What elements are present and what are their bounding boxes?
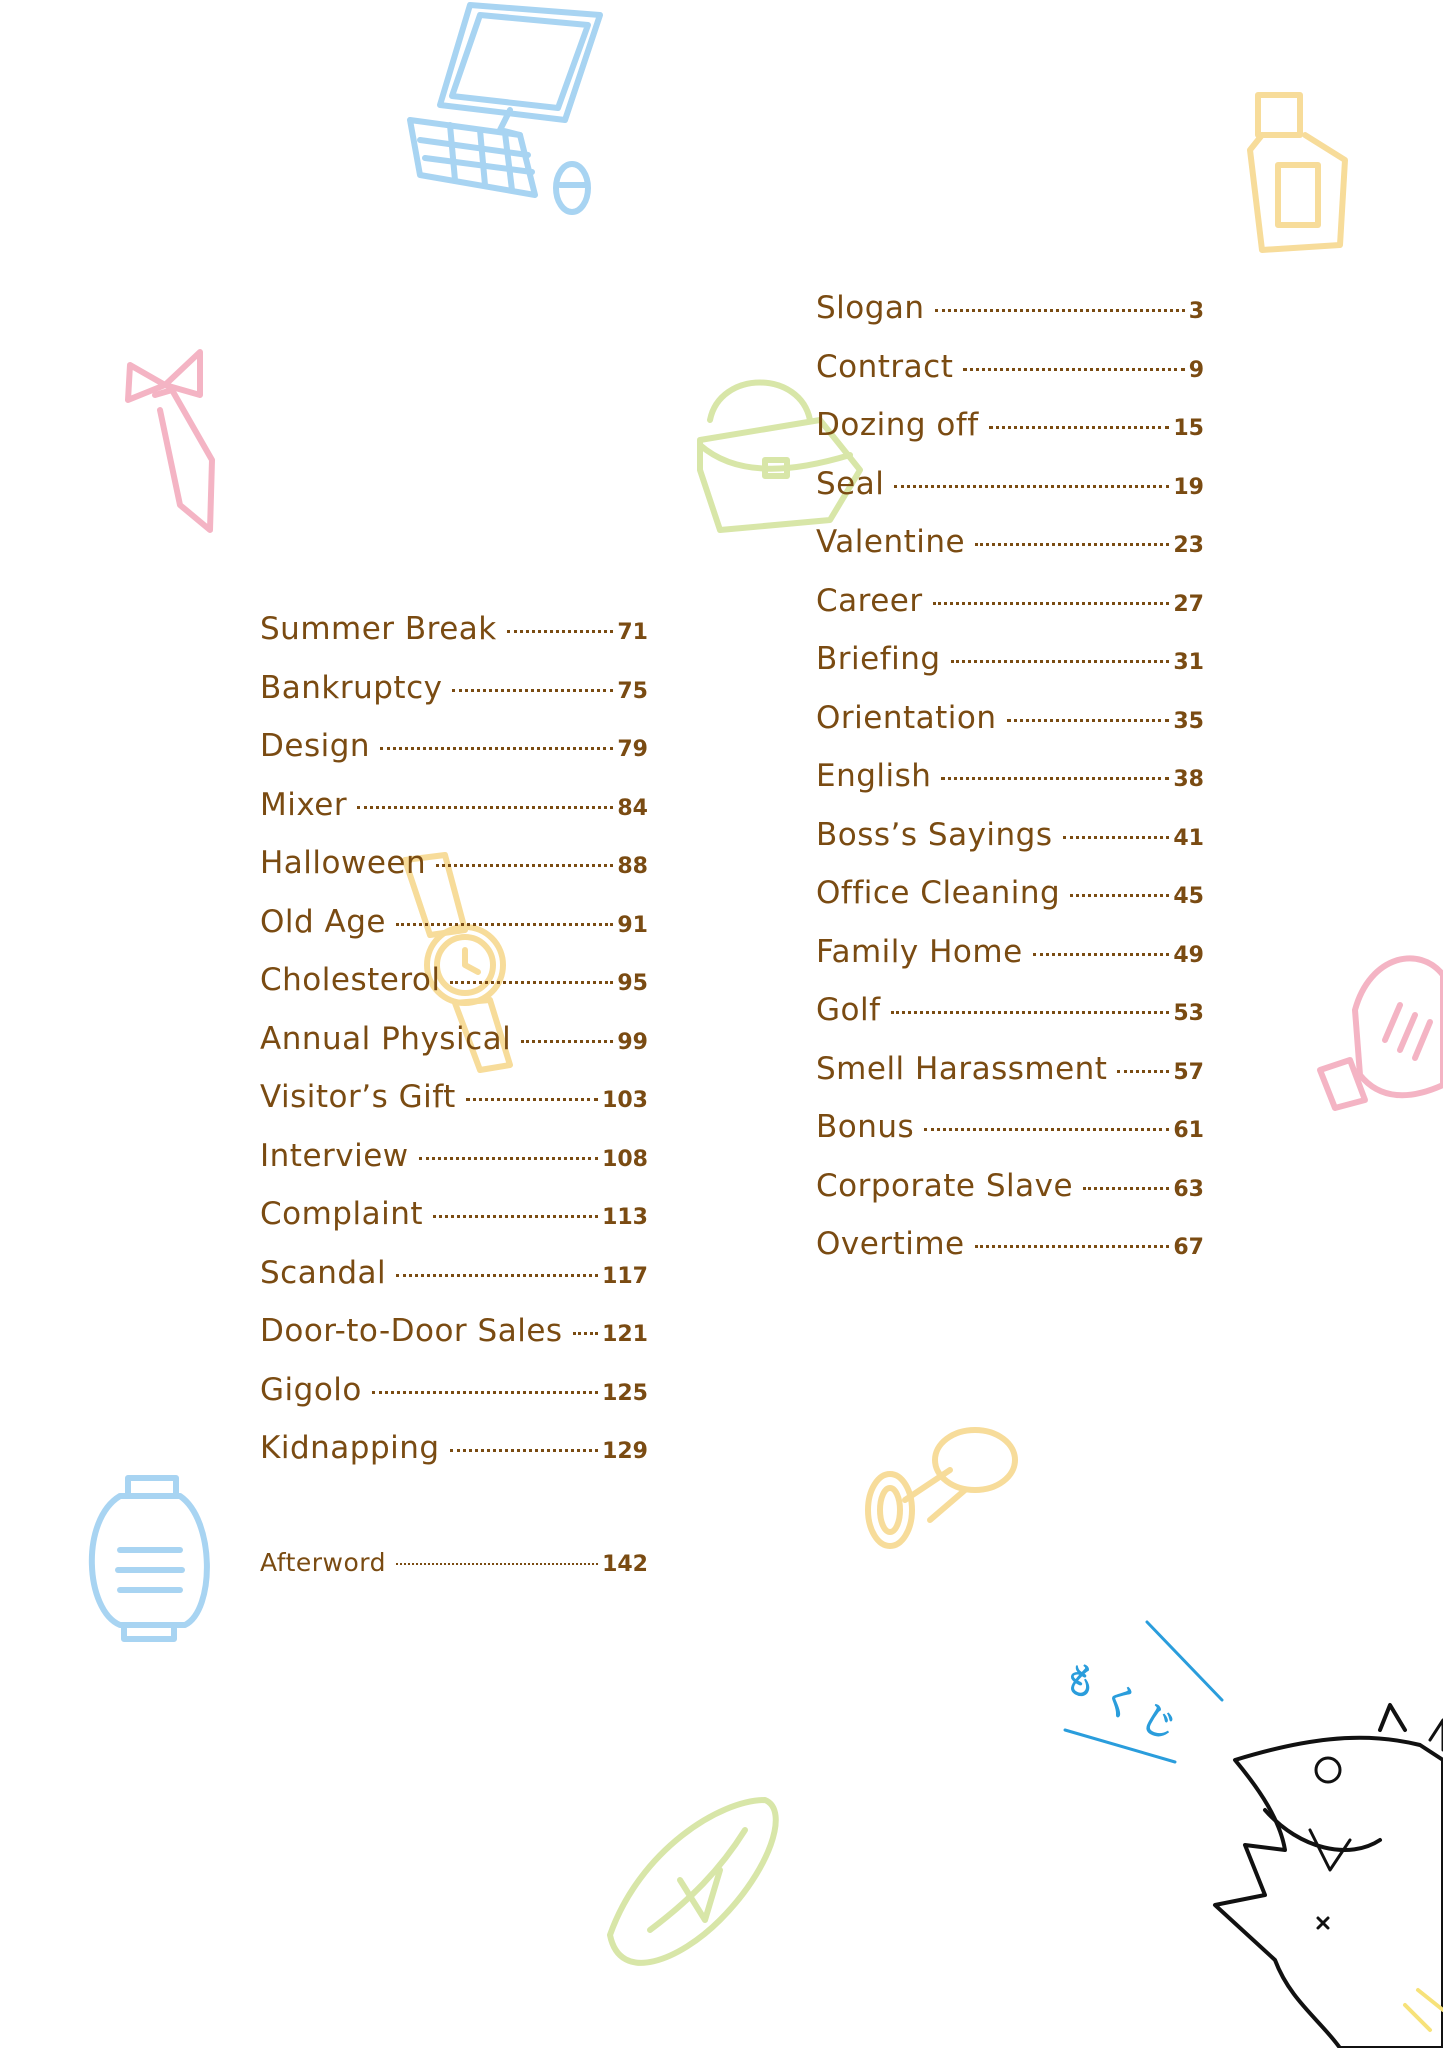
toc-leader-dots	[452, 689, 613, 692]
stamp-doodle-icon	[868, 1430, 1015, 1546]
toc-leader-dots	[1033, 953, 1170, 956]
toc-entry-page: 35	[1173, 708, 1204, 734]
toc-entry[interactable]	[816, 641, 1204, 700]
toc-leader-dots	[396, 1563, 598, 1565]
toc-entry-title: Boss’s Sayings	[816, 816, 1053, 853]
toc-entry[interactable]	[816, 466, 1204, 525]
lantern-doodle-icon	[92, 1478, 207, 1639]
toc-leader-dots	[975, 543, 1169, 546]
computer-doodle-icon	[410, 5, 600, 212]
toc-entry-title: Office Cleaning	[816, 875, 1061, 911]
toc-entry-page: 49	[1173, 942, 1204, 968]
toc-entry[interactable]	[816, 349, 1204, 408]
toc-entry[interactable]	[816, 817, 1204, 876]
toc-entry-title: Golf	[816, 992, 881, 1028]
toc-entry[interactable]	[260, 845, 648, 904]
toc-entry-page: 15	[1173, 416, 1204, 441]
tie-doodle-icon	[128, 352, 212, 530]
toc-entry-title: Briefing	[816, 641, 941, 677]
toc-entry-title: Corporate Slave	[816, 1167, 1074, 1204]
toc-entry[interactable]	[816, 758, 1204, 817]
toc-entry[interactable]	[816, 290, 1204, 349]
toc-entry-page: 57	[1173, 1059, 1204, 1085]
toc-entry-title: Visitor’s Gift	[260, 1079, 456, 1115]
glove-doodle-icon	[1320, 958, 1443, 1108]
toc-leader-dots	[891, 1011, 1170, 1014]
toc-leader-dots	[466, 1098, 598, 1101]
toc-leader-dots	[941, 777, 1169, 780]
toc-entry-title: Annual Physical	[260, 1020, 512, 1057]
toc-leader-dots	[573, 1332, 599, 1335]
toc-entry-page: 125	[602, 1380, 648, 1406]
toc-entry-title: Gigolo	[260, 1371, 362, 1408]
toc-leader-dots	[975, 1245, 1170, 1248]
toc-entry-title: Bankruptcy	[260, 669, 443, 706]
toc-leader-dots	[380, 747, 613, 750]
toc-entry-title: Scandal	[260, 1254, 387, 1291]
toc-entry[interactable]	[816, 700, 1204, 759]
toc-entry-page: 41	[1173, 825, 1204, 851]
toc-entry-page: 91	[617, 912, 648, 938]
toc-entry-title: Bonus	[816, 1109, 915, 1145]
toc-entry-title: Career	[816, 582, 923, 619]
toc-entry[interactable]	[260, 904, 648, 963]
toc-entry-title: Slogan	[816, 290, 925, 326]
toc-leader-dots	[924, 1128, 1169, 1131]
toc-entry-title: Overtime	[816, 1226, 965, 1262]
toc-leader-dots	[396, 923, 613, 926]
toc-entry-page: 23	[1173, 533, 1204, 558]
toc-leader-dots	[933, 602, 1170, 605]
toc-entry-title: Orientation	[816, 699, 997, 736]
toc-heading: もくじ	[1054, 1655, 1191, 1754]
toc-leader-dots	[419, 1157, 598, 1160]
toc-entry[interactable]	[260, 1430, 648, 1489]
toc-entry-page: 79	[617, 737, 648, 762]
toc-entry-page: 9	[1188, 357, 1204, 383]
toc-afterword-entry[interactable]	[260, 1548, 648, 1588]
toc-entry-title: Summer Break	[260, 611, 497, 647]
toc-entry-page: 3	[1188, 299, 1204, 324]
toc-entry[interactable]	[816, 934, 1204, 993]
toc-leader-dots	[396, 1274, 598, 1277]
toc-entry-title: Mixer	[260, 786, 348, 823]
toc-entry-page: 71	[617, 620, 648, 645]
toc-entry-title: Seal	[816, 465, 885, 502]
toc-entry[interactable]	[260, 1021, 648, 1080]
toc-entry-page: 88	[617, 854, 648, 879]
toc-leader-dots	[357, 806, 613, 809]
toc-entry-title: Old Age	[260, 903, 387, 940]
toc-leader-dots	[433, 1215, 598, 1218]
toc-entry-title: Interview	[260, 1137, 409, 1174]
toc-entry-page: 113	[602, 1205, 648, 1230]
toc-entry[interactable]	[260, 670, 648, 729]
toc-entry-page: 31	[1173, 650, 1204, 675]
toc-leader-dots	[1007, 719, 1170, 722]
toc-entry-page: 121	[602, 1322, 648, 1347]
toc-entry-title: Family Home	[816, 933, 1023, 970]
toc-leader-dots	[1083, 1187, 1169, 1190]
toc-entry-page: 99	[617, 1029, 648, 1055]
toc-entry-page: 142	[602, 1552, 648, 1577]
toc-entry-page: 95	[617, 971, 648, 996]
toc-entry[interactable]	[816, 1168, 1204, 1227]
toc-entry-title: Dozing off	[816, 407, 979, 443]
toc-leader-dots	[507, 630, 614, 633]
toc-entry-page: 129	[602, 1439, 648, 1464]
toc-entry[interactable]	[260, 787, 648, 846]
toc-leader-dots	[894, 485, 1169, 488]
toc-entry-page: 117	[602, 1263, 648, 1289]
toc-leader-dots	[1117, 1070, 1169, 1073]
toc-entry-title: Kidnapping	[260, 1430, 440, 1466]
toc-leader-dots	[436, 864, 613, 867]
toc-leader-dots	[989, 426, 1170, 429]
toc-entry[interactable]	[816, 992, 1204, 1051]
toc-entry-title: Complaint	[260, 1196, 424, 1232]
toc-entry[interactable]	[816, 407, 1204, 466]
toc-entry[interactable]	[260, 1255, 648, 1314]
toc-entry-page: 61	[1173, 1118, 1204, 1143]
toc-entry[interactable]	[816, 1109, 1204, 1168]
toc-entry-page: 27	[1173, 591, 1204, 617]
toc-leader-dots	[450, 981, 613, 984]
toc-entry-title: Design	[260, 728, 371, 764]
toc-right-column	[816, 290, 1204, 1285]
toc-entry[interactable]	[260, 611, 648, 670]
toc-entry[interactable]	[816, 1226, 1204, 1285]
toc-entry[interactable]	[816, 524, 1204, 583]
toc-entry[interactable]	[816, 583, 1204, 642]
toc-leader-dots	[1070, 894, 1169, 897]
toc-leader-dots	[951, 660, 1170, 663]
toc-leader-dots	[935, 309, 1185, 312]
toc-leader-dots	[372, 1391, 598, 1394]
toc-entry-title: Valentine	[816, 524, 966, 560]
toc-entry-page: 108	[602, 1146, 648, 1172]
toc-entry-page: 84	[617, 795, 648, 821]
toc-entry-title: Cholesterol	[260, 962, 441, 998]
toc-leader-dots	[521, 1040, 613, 1043]
toc-leader-dots	[1063, 836, 1170, 839]
toc-left-column	[260, 611, 648, 1489]
raccoon-mascot-icon	[1215, 1705, 1443, 2048]
toc-entry-page: 67	[1173, 1235, 1204, 1260]
toc-leader-dots	[450, 1449, 599, 1452]
sandal-doodle-icon	[610, 1800, 776, 1963]
toc-entry[interactable]	[816, 875, 1204, 934]
toc-entry[interactable]	[260, 1138, 648, 1197]
toc-entry[interactable]	[260, 1372, 648, 1431]
toc-entry-page: 38	[1173, 767, 1204, 792]
toc-entry-page: 75	[617, 678, 648, 704]
toc-entry[interactable]	[260, 1196, 648, 1255]
toc-entry-title: Halloween	[260, 845, 427, 881]
toc-leader-dots	[963, 368, 1184, 371]
toc-entry-page: 63	[1173, 1176, 1204, 1202]
toc-entry[interactable]	[260, 1079, 648, 1138]
bottle-doodle-icon	[1250, 95, 1345, 250]
toc-entry[interactable]	[260, 728, 648, 787]
toc-entry-title: English	[816, 758, 932, 794]
toc-entry-title: Door-to-Door Sales	[260, 1313, 563, 1349]
toc-entry-title: Smell Harassment	[816, 1050, 1108, 1087]
toc-entry-page: 45	[1173, 884, 1204, 909]
toc-entry-page: 19	[1173, 474, 1204, 500]
toc-entry[interactable]	[260, 962, 648, 1021]
toc-entry-page: 103	[602, 1088, 648, 1113]
toc-entry[interactable]	[260, 1313, 648, 1372]
toc-entry[interactable]	[816, 1051, 1204, 1110]
toc-entry-title: Contract	[816, 348, 954, 385]
toc-entry-page: 53	[1173, 1001, 1204, 1026]
toc-entry-title: Afterword	[260, 1548, 386, 1577]
